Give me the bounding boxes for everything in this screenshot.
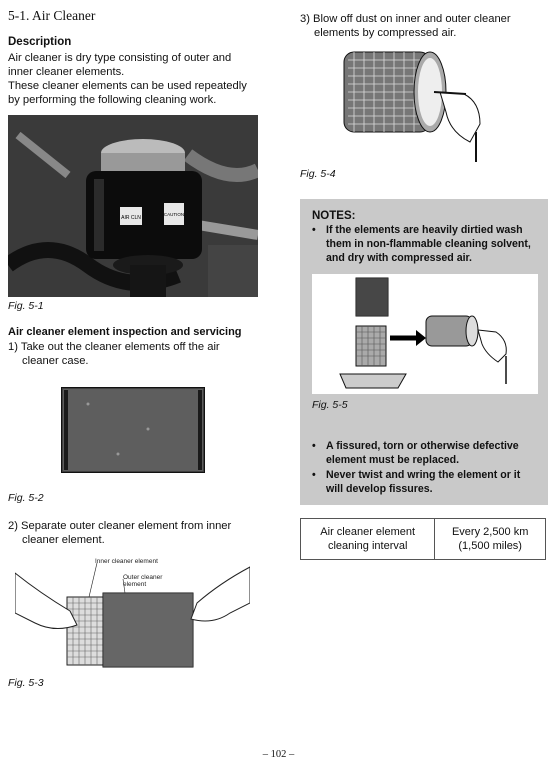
note-text: If the elements are heavily dirtied wash [326,224,523,236]
description-line: inner cleaner elements. [8,66,125,78]
washing-illustration [312,274,538,394]
cleaning-interval-table [300,518,546,560]
canister-label-right: CAUTION [163,212,185,217]
step-2 [8,519,264,547]
canister-label-left: AIR CLN [121,215,141,221]
step-2-line: cleaner element. [22,534,105,546]
fig-5-4-caption: Fig. 5-4 [300,168,336,180]
note-text: A fissured, torn or otherwise defective [326,440,519,452]
note-text: Never twist and wring the element or it [326,469,521,481]
note-bullet-replace: • A fissured, torn or otherwise defective element must be replaced. [312,439,544,467]
fig-5-2-caption: Fig. 5-2 [8,492,44,504]
fig-5-5-caption: Fig. 5-5 [312,399,348,411]
fig-5-1-caption: Fig. 5-1 [8,300,44,312]
interval-label-cell [301,519,435,560]
interval-value: (1,500 miles) [458,540,522,552]
step-3-line: elements by compressed air. [314,27,457,39]
separating-elements-illustration [15,553,250,673]
note-text: element must be replaced. [326,454,460,466]
step-2-line: 2) Separate outer cleaner element from inner [8,520,232,532]
page-number: – 102 – [262,749,295,760]
description-line: by performing the following cleaning work. [8,94,217,106]
note-text: and dry with compressed air. [326,252,473,264]
note-text: will develop fissures. [326,483,433,495]
interval-label: Air cleaner element [320,526,416,538]
description-heading: Description [8,36,72,48]
interval-value: Every 2,500 km [451,526,529,538]
fig-5-3-caption: Fig. 5-3 [8,677,44,689]
step-1 [8,340,264,368]
outer-element-label: Outer cleaner [123,574,163,581]
note-bullet-twist: • Never twist and wring the element or it will develop fissures. [312,468,544,496]
step-3-line: 3) Blow off dust on inner and outer cleaner [300,13,511,25]
section-title: 5-1. Air Cleaner [8,8,96,23]
interval-value-cell [435,519,546,560]
inner-element-label: Inner cleaner element [95,558,158,565]
step-1-line: cleaner case. [22,355,89,367]
step-3 [300,12,550,40]
interval-label: cleaning interval [327,540,408,552]
air-cleaner-photo [8,115,258,297]
notes-title: NOTES: [312,210,356,222]
description-line: Air cleaner is dry type consisting of outer and [8,52,232,64]
note-bullet-wash: • If the elements are heavily dirtied wash them in non-flammable cleaning solvent, and dry with compressed air. [312,223,544,265]
outer-element-label: element [123,581,147,588]
inspection-heading: Air cleaner element inspection and servicing [8,326,242,338]
blowing-dust-illustration [330,42,510,162]
step-1-line: 1) Take out the cleaner elements off the air [8,341,220,353]
description-line: These cleaner elements can be used repeatedly [8,80,247,92]
cleaner-element-sheet-illustration [58,384,208,476]
description-text [8,51,264,107]
note-text: them in non-flammable cleaning solvent, [326,238,531,250]
